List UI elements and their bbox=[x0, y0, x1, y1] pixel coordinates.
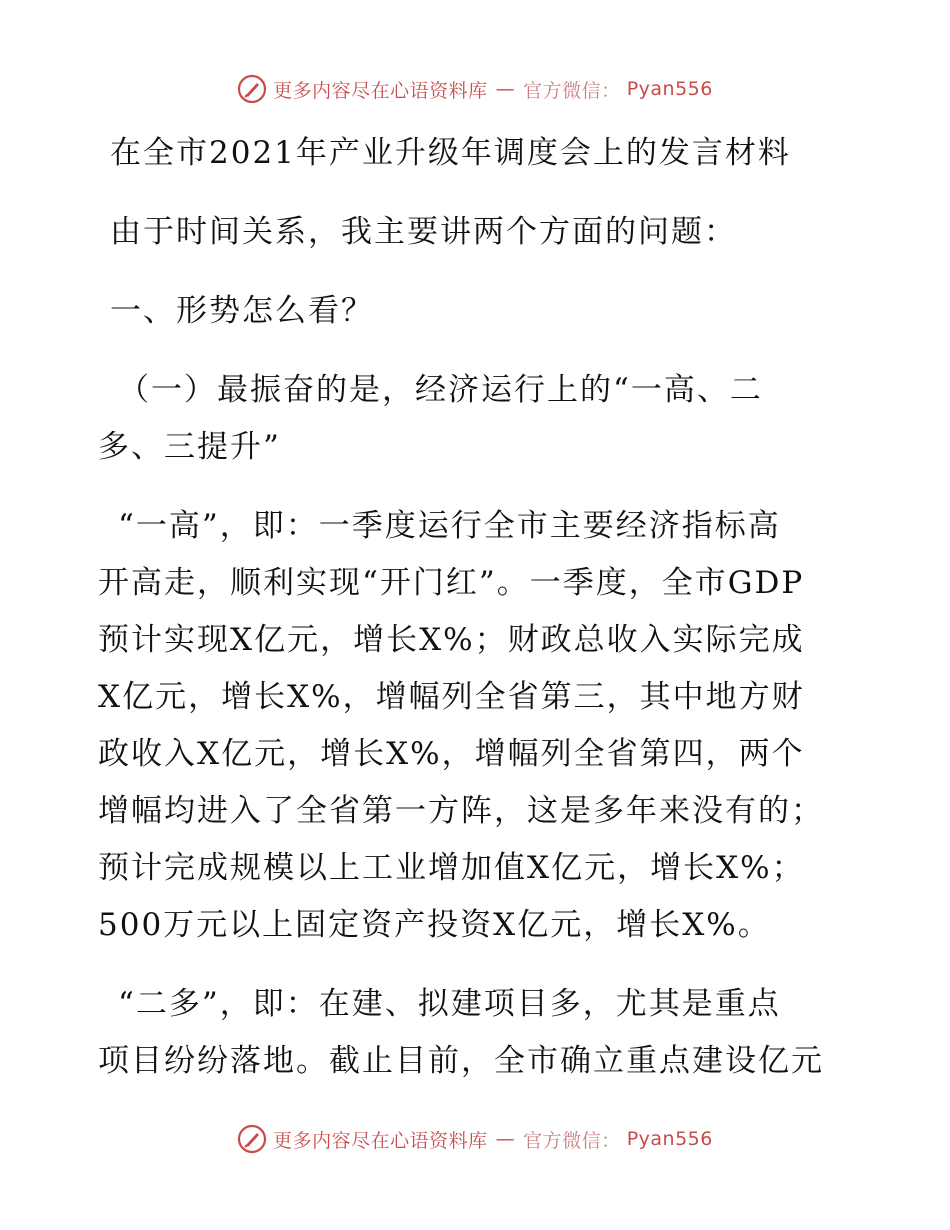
paragraph-line: “二多”，即：在建、拟建项目多，尤其是重点 bbox=[118, 986, 781, 1022]
paragraph-line: 开高走，顺利实现“开门红”。一季度，全市GDP bbox=[98, 565, 805, 601]
subsection-heading-line-1: （一）最振奋的是，经济运行上的“一高、二 bbox=[118, 372, 763, 408]
watermark-wechat-label: 官方微信： bbox=[523, 1129, 621, 1152]
paragraph-line: 增幅均进入了全省第一方阵，这是多年来没有的； bbox=[98, 793, 824, 829]
document-body bbox=[98, 125, 858, 1090]
watermark-site-text: 更多内容尽在心语资料库 bbox=[273, 79, 488, 102]
quill-logo-icon bbox=[237, 1124, 267, 1154]
watermark-wechat-id: Pyan556 bbox=[626, 1128, 713, 1150]
header-watermark bbox=[0, 74, 950, 104]
paragraph-line: 预计完成规模以上工业增加值X亿元，增长X%； bbox=[98, 850, 805, 886]
intro-paragraph: 由于时间关系，我主要讲两个方面的问题： bbox=[110, 214, 737, 250]
paragraph-line: 政收入X亿元，增长X%，增幅列全省第四，两个 bbox=[98, 736, 805, 772]
paragraph-line: 预计实现X亿元，增长X%；财政总收入实际完成 bbox=[98, 622, 805, 658]
paragraph-line: 500万元以上固定资产投资X亿元，增长X%。 bbox=[98, 907, 771, 943]
section-heading: 一、形势怎么看？ bbox=[110, 293, 374, 329]
watermark-site-text: 更多内容尽在心语资料库 bbox=[273, 1129, 488, 1152]
paragraph-line: 项目纷纷落地。截止目前，全市确立重点建设亿元 bbox=[98, 1043, 824, 1079]
subsection-heading-line-2: 多、三提升” bbox=[98, 429, 281, 465]
quill-logo-icon bbox=[237, 74, 267, 104]
document-title: 在全市2021年产业升级年调度会上的发言材料 bbox=[110, 135, 791, 171]
watermark-separator: — bbox=[495, 1128, 516, 1150]
footer-watermark bbox=[0, 1124, 950, 1154]
watermark-wechat-id: Pyan556 bbox=[626, 78, 713, 100]
watermark-separator: — bbox=[495, 78, 516, 100]
watermark-wechat-label: 官方微信： bbox=[523, 79, 621, 102]
paragraph-line: X亿元，增长X%，增幅列全省第三，其中地方财 bbox=[98, 679, 805, 715]
paragraph-line: “一高”，即：一季度运行全市主要经济指标高 bbox=[118, 508, 781, 544]
